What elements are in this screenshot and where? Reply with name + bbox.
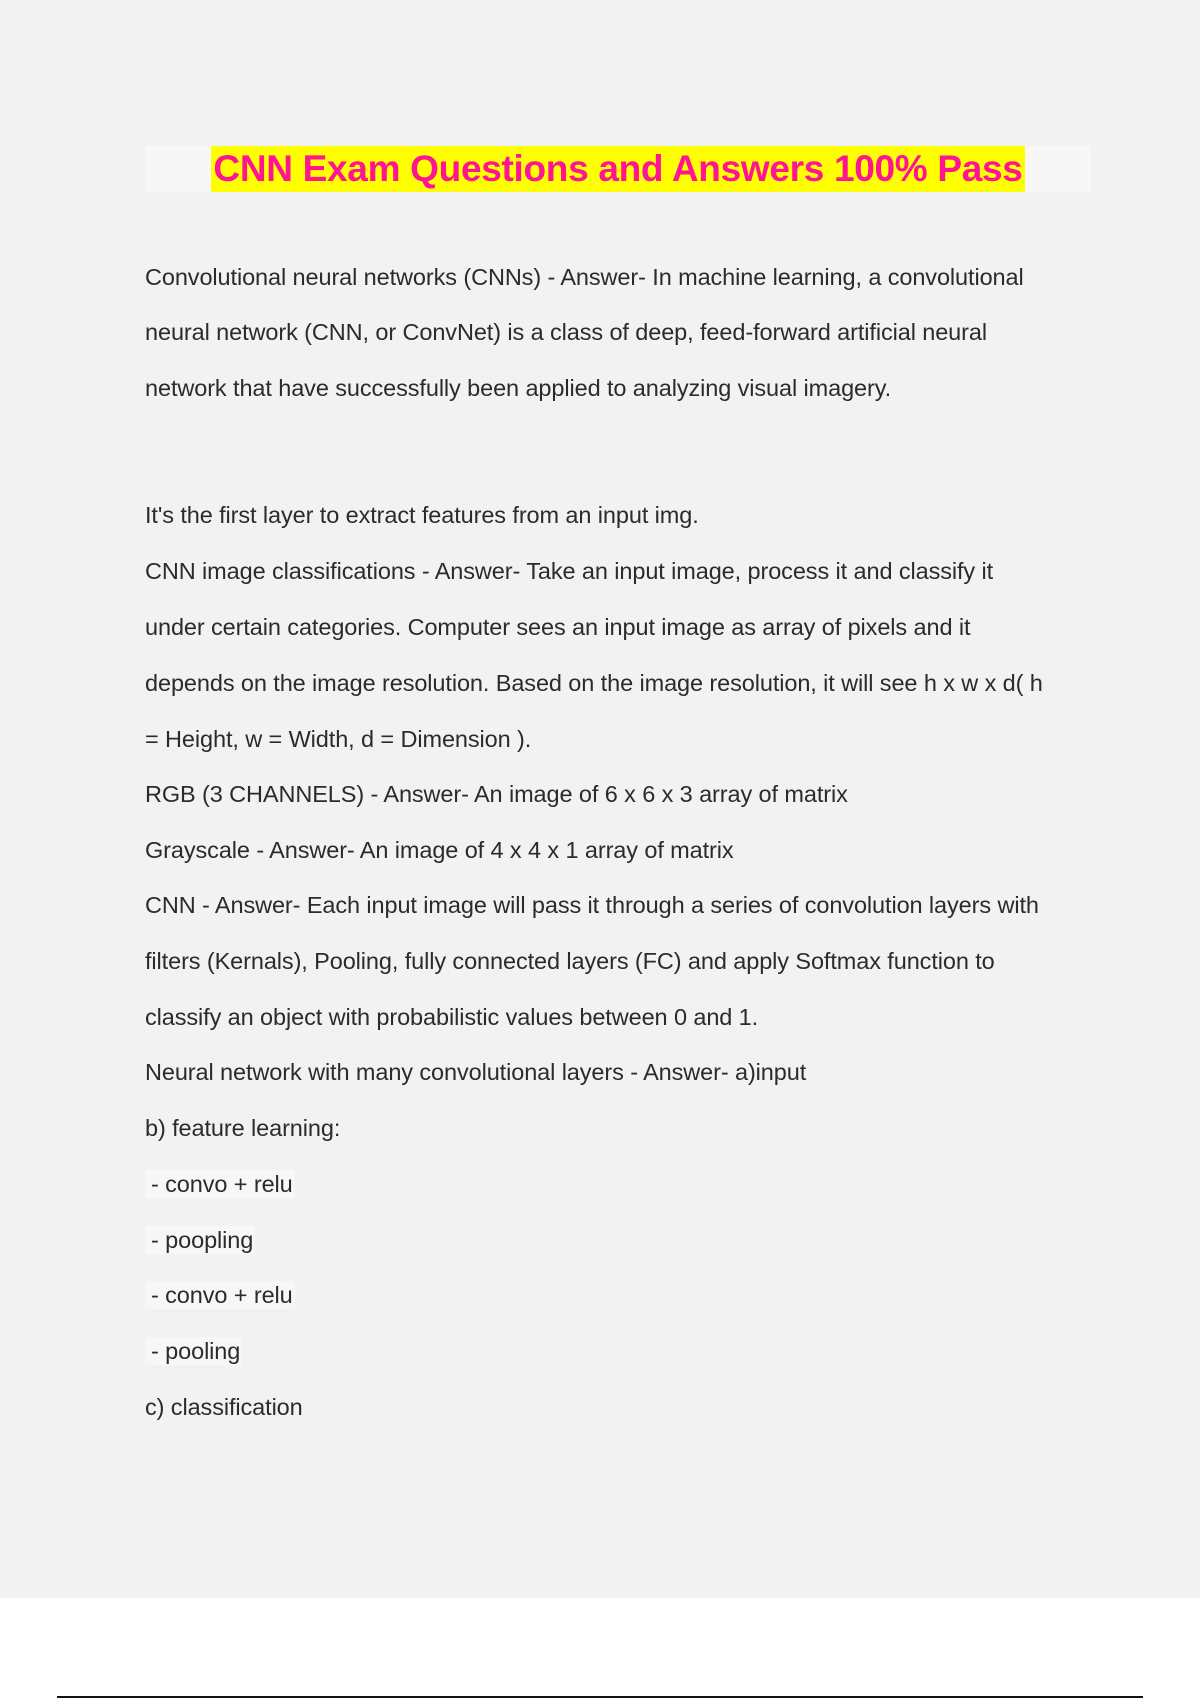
text-line: filters (Kernals), Pooling, fully connected layers (FC) and apply Softmax function to xyxy=(145,948,995,974)
text-line: It's the first layer to extract features from an input img. xyxy=(145,502,699,528)
text-line: b) feature learning: xyxy=(145,1115,341,1141)
text-line: Grayscale - Answer- An image of 4 x 4 x 1 array of matrix xyxy=(145,837,734,863)
text-line: CNN image classifications - Answer- Take an input image, process it and classify it xyxy=(145,558,994,584)
footer-divider xyxy=(57,1696,1143,1698)
list-item: - convo + relu xyxy=(145,1170,295,1198)
list-item: - poopling xyxy=(145,1226,255,1254)
page-title: CNN Exam Questions and Answers 100% Pass xyxy=(211,146,1024,192)
text-line: CNN - Answer- Each input image will pass it through a series of convolution layers with xyxy=(145,892,1039,918)
text-line: under certain categories. Computer sees an input image as array of pixels and it xyxy=(145,614,971,640)
text-line: neural network (CNN, or ConvNet) is a class of deep, feed-forward artificial neural xyxy=(145,319,987,345)
list-item: - convo + relu xyxy=(145,1281,295,1309)
list-item: - pooling xyxy=(145,1337,242,1365)
text-line: network that have successfully been applied to analyzing visual imagery. xyxy=(145,375,892,401)
text-line: c) classification xyxy=(145,1394,303,1420)
text-line: depends on the image resolution. Based on the image resolution, it will see h x w x d( h xyxy=(145,670,1043,696)
text-line: classify an object with probabilistic values between 0 and 1. xyxy=(145,1004,759,1030)
text-line: Neural network with many convolutional layers - Answer- a)input xyxy=(145,1059,807,1085)
title-bar xyxy=(145,146,1091,192)
text-line: = Height, w = Width, d = Dimension ). xyxy=(145,726,532,752)
text-line: Convolutional neural networks (CNNs) - Answer- In machine learning, a convolutional xyxy=(145,264,1024,290)
text-line: RGB (3 CHANNELS) - Answer- An image of 6 x 6 x 3 array of matrix xyxy=(145,781,848,807)
